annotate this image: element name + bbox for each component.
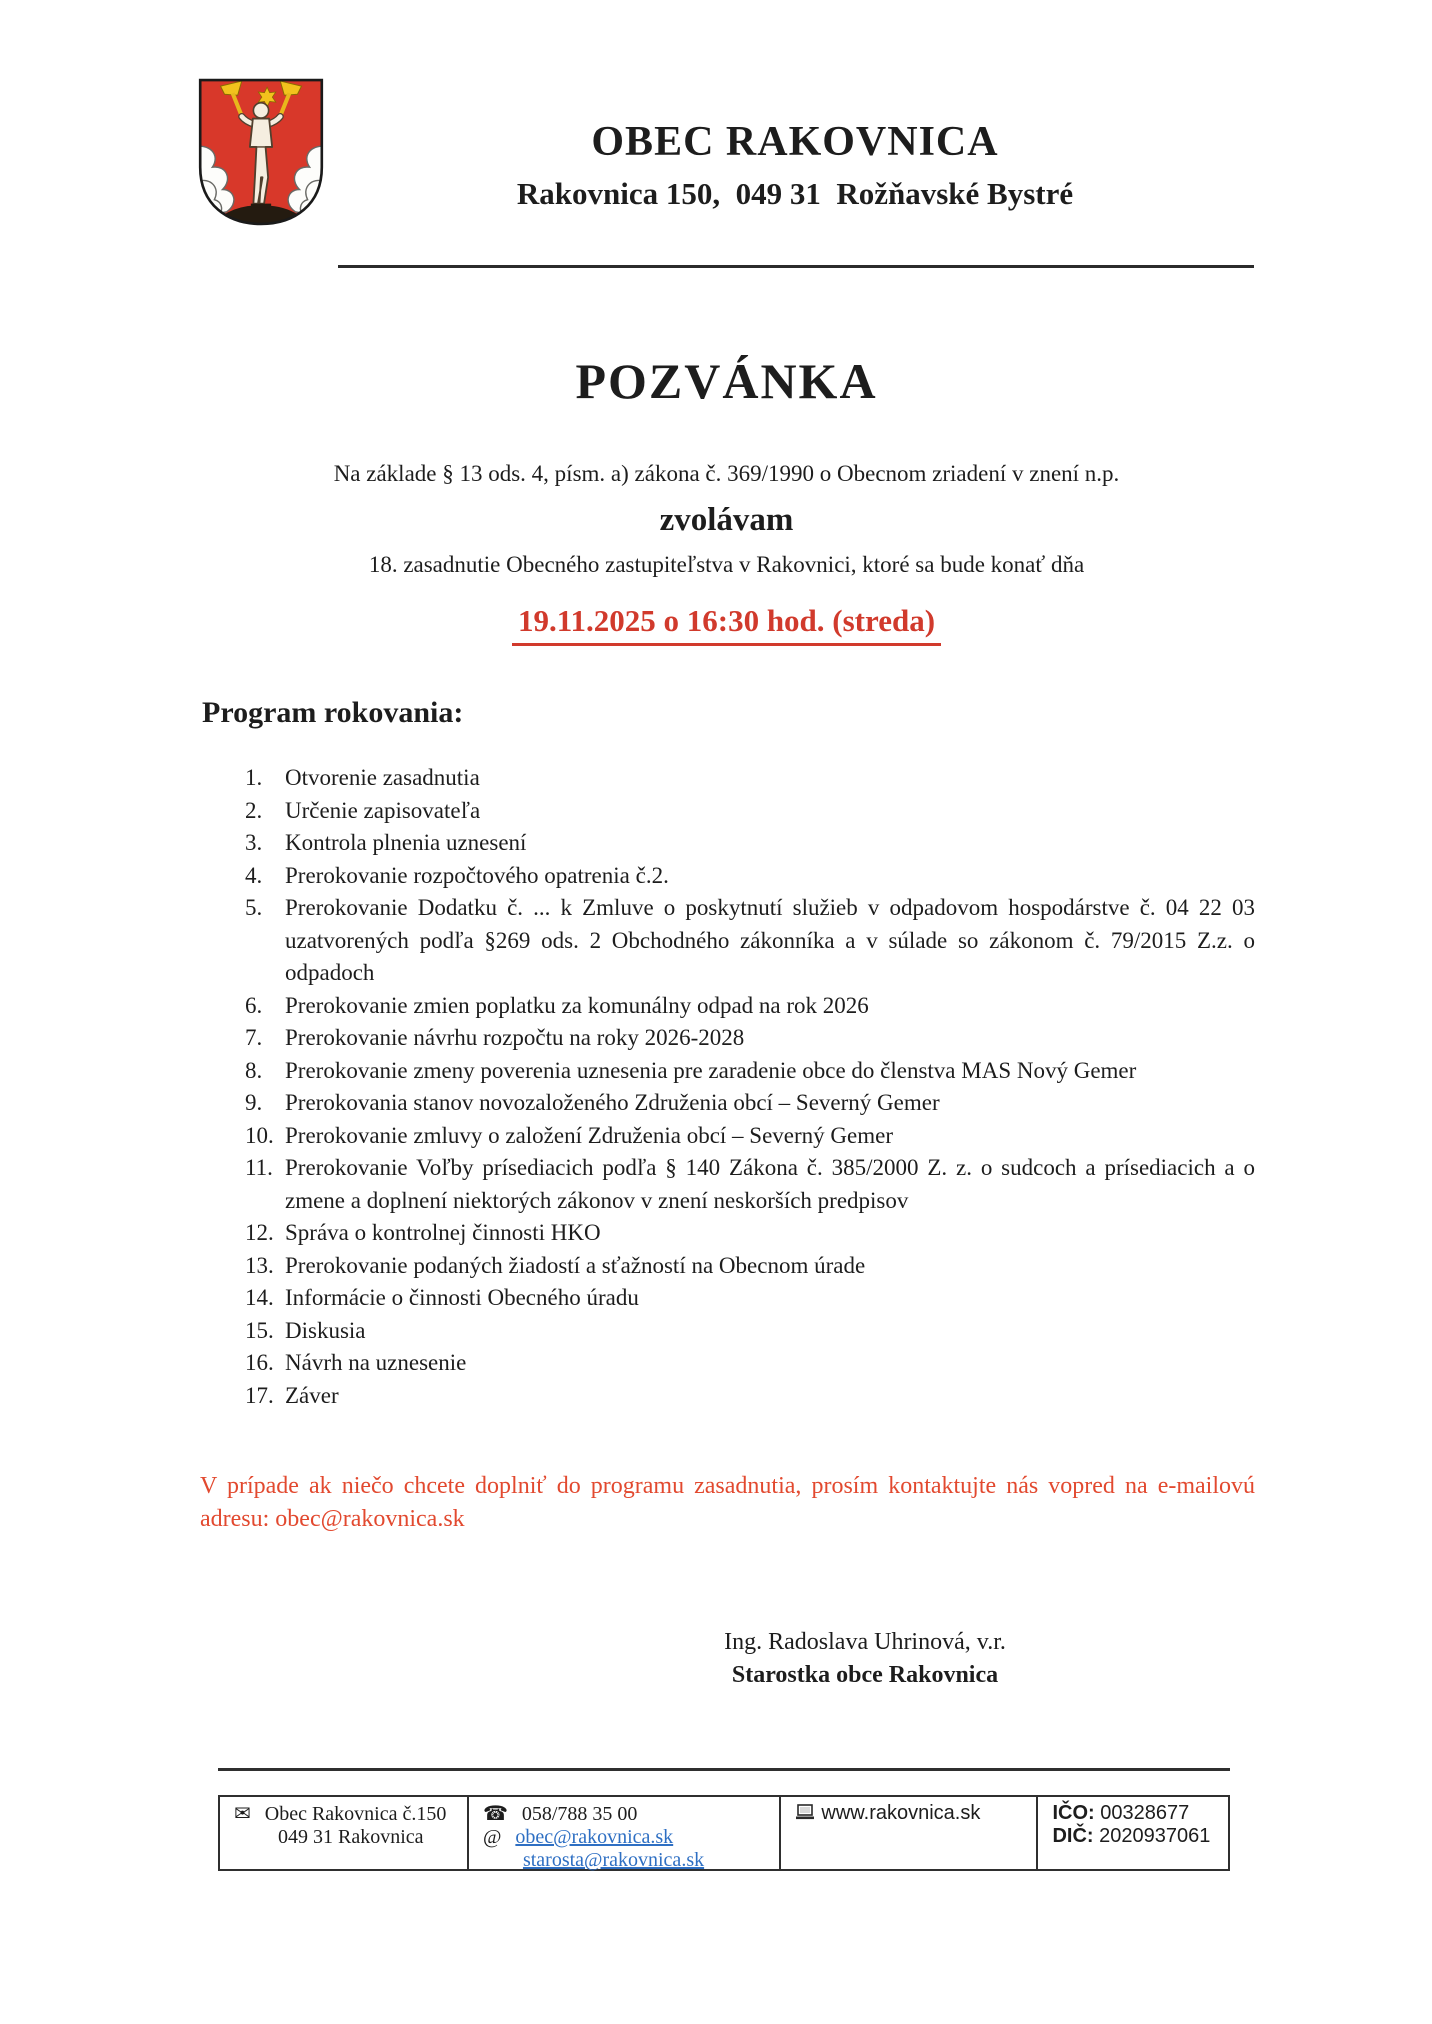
signature-block [640,1626,1090,1692]
agenda-item-number: 7. [245,1025,263,1050]
dateline-wrap [200,603,1253,646]
agenda-item-text: Kontrola plnenia uznesení [285,830,527,855]
legal-basis-line: Na základe § 13 ods. 4, písm. a) zákona č. 369/1990 o Obecnom zriadení v znení n.p. [333,461,1120,486]
agenda-item-text: Prerokovanie návrhu rozpočtu na roky 2026-2028 [285,1025,745,1050]
footer-ids-cell [1036,1797,1228,1869]
footer-email-mayor[interactable]: starosta@rakovnica.sk [522,1849,705,1871]
agenda-item-number: 2. [245,797,263,823]
agenda-item [200,1282,1255,1315]
agenda-item [200,1152,1255,1217]
agenda-item [200,795,1255,828]
agenda-item [200,1315,1255,1348]
agenda-item-number: 11. [245,1155,273,1180]
agenda-item [200,1250,1255,1283]
agenda-item-text: Prerokovania stanov novozaloženého Združenia obcí – Severný Gemer [285,1090,940,1115]
agenda-heading: Program rokovania: [202,696,464,729]
agenda-item-text: Prerokovanie podaných žiadostí a sťažností na Obecnom úrade [285,1252,866,1278]
agenda-item-number: 13. [245,1252,274,1278]
agenda-item-number: 8. [245,1057,263,1083]
convene-word: zvolávam [659,502,794,538]
agenda-item [200,1380,1255,1413]
letterhead [330,118,1260,212]
agenda-item-number: 16. [245,1350,274,1375]
agenda-item-text: Návrh na uznesenie [285,1350,467,1375]
agenda-item [200,1217,1255,1250]
header-divider [338,265,1254,268]
agenda-item [200,1022,1255,1055]
footer-divider [218,1768,1230,1771]
ico-value: 00328677 [1100,1802,1190,1824]
session-line: 18. zasadnutie Obecného zastupiteľstva v Rakovnici, ktoré sa bude konať dňa [368,552,1085,577]
agenda-item-number: 10. [245,1122,274,1148]
footer-email-primary[interactable]: obec@rakovnica.sk [515,1826,674,1848]
envelope-icon: ✉ [234,1801,251,1825]
signer-role: Starostka obce Rakovnica [731,1662,999,1688]
at-icon: @ [482,1826,502,1848]
footer-address-cell [220,1797,467,1869]
contact-note: V prípade ak niečo chcete doplniť do programu zasadnutia, prosím kontaktujte nás vopred na e-mailovú adresu: obec@rakovnica.sk [200,1473,1255,1532]
agenda-item-number: 4. [245,862,263,888]
agenda-item-text: Prerokovanie rozpočtového opatrenia č.2. [285,862,669,888]
signer-name: Ing. Radoslava Uhrinová, v.r. [724,1629,1006,1655]
computer-icon [795,1804,815,1821]
agenda-item [200,860,1255,893]
agenda-item-number: 17. [245,1382,274,1408]
agenda-item-text: Určenie zapisovateľa [285,797,481,823]
phone-icon: ☎ [482,1801,508,1825]
agenda-item-number: 9. [245,1090,263,1115]
dic-label: DIČ: [1052,1825,1094,1847]
agenda-item [200,1120,1255,1153]
footer-phone-email-cell [467,1797,779,1869]
agenda-item-number: 14. [245,1285,274,1310]
agenda-item-text: Prerokovanie zmeny poverenia uznesenia pre zaradenie obce do členstva MAS Nový Gemer [285,1057,1137,1083]
agenda-item-number: 3. [245,830,263,855]
dic-value: 2020937061 [1099,1825,1211,1847]
agenda-list [200,762,1255,1412]
agenda-item-number: 5. [245,895,263,920]
agenda-item-text: Diskusia [285,1317,366,1343]
agenda-item-text: Prerokovanie Dodatku č. ... k Zmluve o poskytnutí služieb v odpadovom hospodárstve č. 04 22 03 uzatvorených podľa §269 ods. 2 Obchodného zákonníka a v súlade so zákonom č. 79/2015 Z.z. o odpadoch [285,895,1255,985]
footer-web: www.rakovnica.sk [821,1802,981,1824]
agenda-item-text: Správa o kontrolnej činnosti HKO [285,1220,601,1245]
agenda-item [200,892,1255,990]
page-title: POZVÁNKA [575,353,878,409]
footer-web-cell [779,1797,1036,1869]
agenda-item-text: Prerokovanie Voľby prísediacich podľa § 140 Zákona č. 385/2000 Z. z. o sudcoch a prísediacich a o zmene a doplnení niektorých zákonov v znení neskorších predpisov [285,1155,1255,1213]
footer-contact-table [218,1795,1230,1871]
org-name: OBEC RAKOVNICA [591,119,999,165]
ico-label: IČO: [1052,1802,1095,1824]
agenda-item-text: Prerokovanie zmluvy o založení Združenia obcí – Severný Gemer [285,1122,893,1148]
agenda-item-number: 12. [245,1220,274,1245]
agenda-item [200,990,1255,1023]
agenda-item-text: Prerokovanie zmien poplatku za komunálny odpad na rok 2026 [285,992,869,1018]
agenda-item [200,827,1255,860]
footer-address-line1: Obec Rakovnica č.150 [264,1803,447,1825]
agenda-item-text: Záver [285,1382,339,1408]
coat-of-arms [196,76,326,228]
agenda-item [200,762,1255,795]
agenda-item [200,1055,1255,1088]
meeting-datetime: 19.11.2025 o 16:30 hod. (streda) [512,603,941,646]
footer-phone: 058/788 35 00 [521,1803,638,1825]
agenda-item-number: 15. [245,1317,274,1343]
agenda-item-number: 1. [245,765,263,790]
agenda-item [200,1347,1255,1380]
org-address: Rakovnica 150, 049 31 Rožňavské Bystré [516,176,1074,211]
footer-address-line2: 049 31 Rakovnica [278,1826,424,1848]
agenda-item [200,1087,1255,1120]
agenda-item-text: Informácie o činnosti Obecného úradu [285,1285,639,1310]
agenda-item-number: 6. [245,992,263,1018]
agenda-item-text: Otvorenie zasadnutia [285,765,480,790]
